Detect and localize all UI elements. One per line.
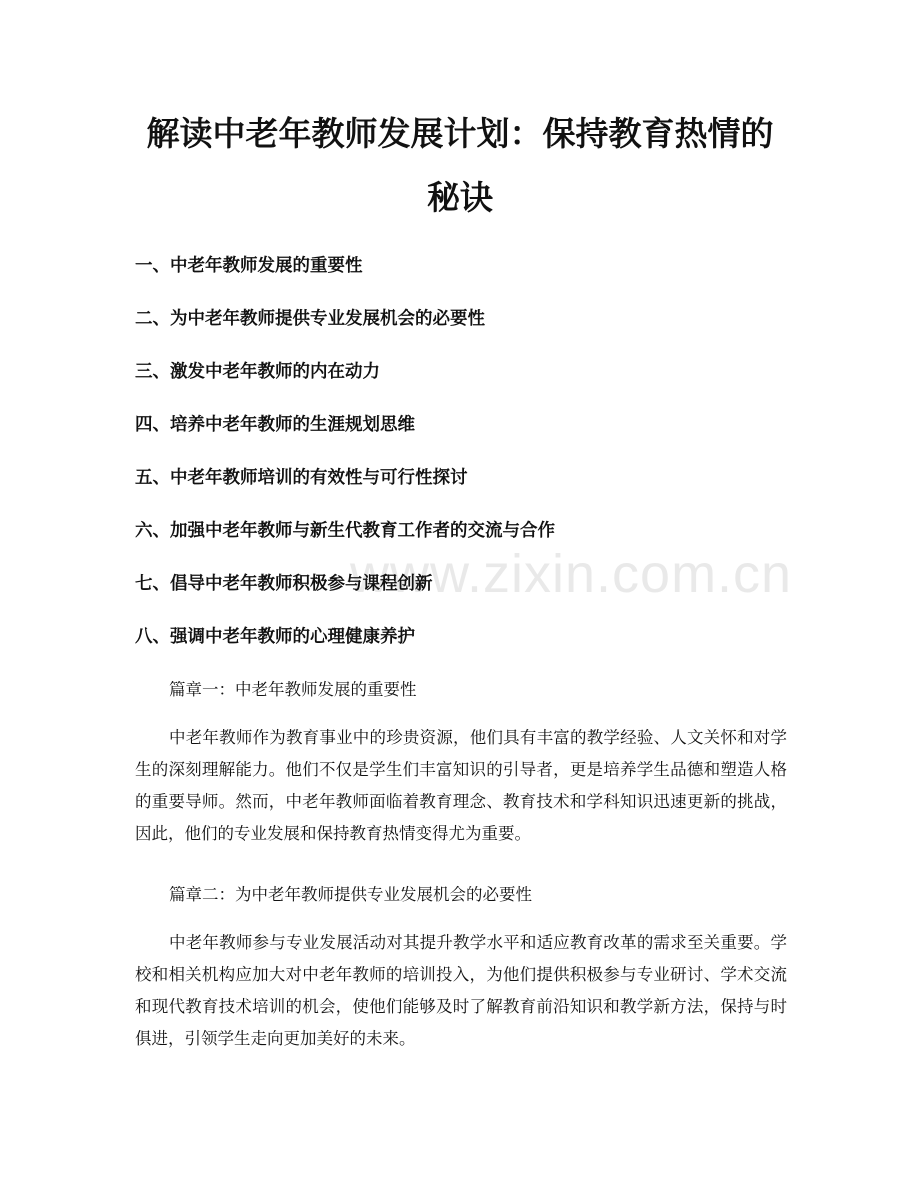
toc-item: 二、为中老年教师提供专业发展机会的必要性: [135, 309, 485, 329]
toc-item: 三、激发中老年教师的内在动力: [135, 362, 380, 382]
toc-item: 五、中老年教师培训的有效性与可行性探讨: [135, 468, 468, 488]
toc-item: 八、强调中老年教师的心理健康养护: [135, 627, 415, 647]
title-line-2: 秘诀: [427, 178, 493, 217]
title-line-1: 解读中老年教师发展计划：保持教育热情的: [146, 114, 774, 153]
toc-item: 六、加强中老年教师与新生代教育工作者的交流与合作: [135, 521, 555, 541]
chapter-paragraph: 中老年教师参与专业发展活动对其提升教学水平和适应教育改革的需求至关重要。学校和相关机构应加大对中老年教师的培训投入，为他们提供积极参与专业研讨、学术交流和现代教育技术培训的机会，使他们能够及时了解教育前沿知识和教学新方法，保持与时俱进，引领学生走向更加美好的未来。: [135, 933, 787, 1048]
chapter-heading: 篇章一：中老年教师发展的重要性: [169, 680, 417, 699]
document-title: [120, 102, 800, 230]
toc-item: 一、中老年教师发展的重要性: [135, 256, 363, 276]
chapter-heading: 篇章二：为中老年教师提供专业发展机会的必要性: [169, 885, 532, 904]
toc-item: 七、倡导中老年教师积极参与课程创新: [135, 574, 433, 594]
chapter-paragraph: 中老年教师作为教育事业中的珍贵资源，他们具有丰富的教学经验、人文关怀和对学生的深刻理解能力。他们不仅是学生们丰富知识的引导者，更是培养学生品德和塑造人格的重要导师。然而，中老年教师面临着教育理念、教育技术和学科知识迅速更新的挑战，因此，他们的专业发展和保持教育热情变得尤为重要。: [135, 728, 787, 843]
table-of-contents: [135, 250, 795, 674]
watermark-text: www.zixin.com.cn: [350, 544, 793, 604]
toc-item: 四、培养中老年教师的生涯规划思维: [135, 415, 415, 435]
